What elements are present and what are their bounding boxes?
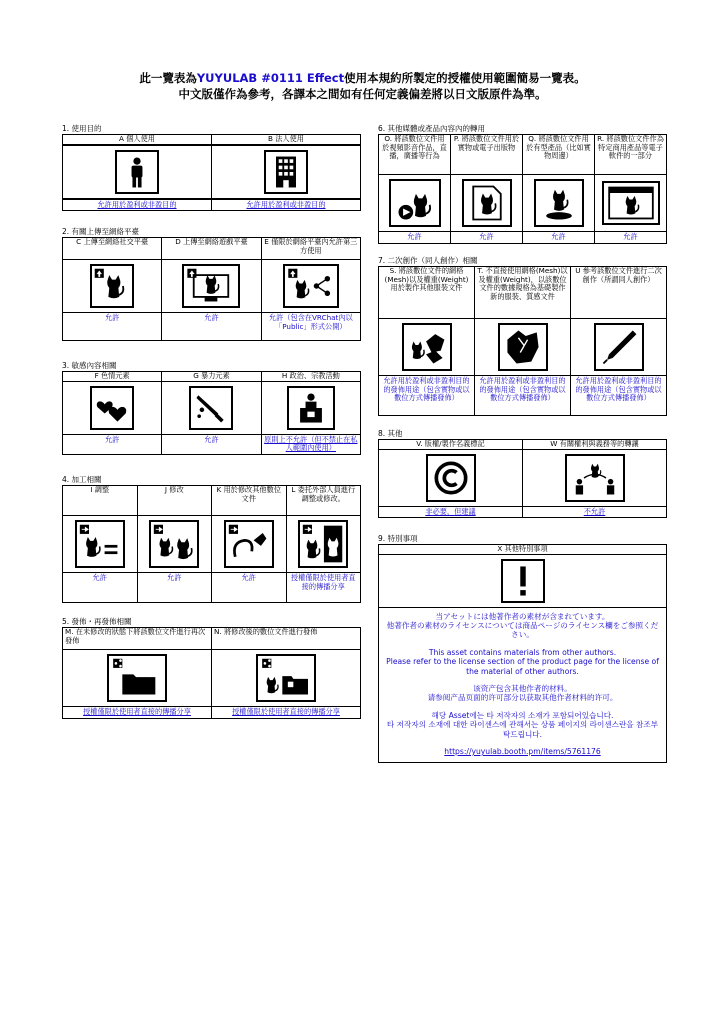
upload-table [62, 237, 361, 341]
section-6-media [378, 124, 667, 244]
copyright-icon [426, 454, 476, 502]
col-g-label: G 暴力元素 [162, 372, 261, 382]
col-i-result: 允許 [63, 573, 138, 603]
col-m-result: 授權僅限於使用者直接的傳播分享 [63, 707, 212, 719]
col-f-result: 允許 [63, 434, 162, 454]
col-u-label: U 參考該數位文件進行二次創作（所謂同人創作） [571, 267, 667, 319]
media-table [378, 134, 667, 244]
col-p-result: 允許 [451, 232, 523, 244]
col-q-result: 允許 [523, 232, 595, 244]
col-w-result: 不允許 [523, 506, 667, 518]
sensitive-table [62, 371, 361, 455]
section-3-sensitive [62, 361, 361, 455]
section-title: 5. 發佈・再發佈相關 [62, 617, 132, 626]
modify-cat-icon [149, 520, 199, 568]
share-folder-cat-icon [107, 654, 167, 702]
col-o-result: 允許 [379, 232, 451, 244]
section-2-upload [62, 227, 361, 341]
processing-table [62, 485, 361, 603]
col-r-result: 允許 [595, 232, 667, 244]
col-k-label: K 用於修改其他數位文件 [212, 486, 287, 516]
figure-cat-icon [534, 179, 584, 227]
section-7-derivative [378, 256, 667, 416]
col-n-label: N. 將修改後的數位文件進行發佈 [212, 628, 361, 650]
section-title: 9. 特別事項 [378, 534, 418, 543]
game-monitor-cat-icon [182, 264, 240, 308]
page-header [0, 70, 725, 102]
distribution-table [62, 627, 361, 719]
derivative-table [378, 266, 667, 416]
video-cat-icon [389, 179, 441, 227]
col-p-label: P. 將該數位文件用於實物或電子出版物 [451, 135, 523, 175]
section-title: 6. 其他媒體或產品內容內的轉用 [378, 124, 486, 133]
outsource-cat-icon [298, 520, 348, 568]
col-q-label: Q. 將該數位文件用於有型產品（比如實物周邊） [523, 135, 595, 175]
col-w-label: W 有關權利與義務等的轉讓 [523, 440, 667, 450]
col-t-label: T. 不直接使用網格(Mesh)以及權重(Weight)，以該數位文件的數據規格為基礎製作新的服裝、質感文件 [475, 267, 571, 319]
header-line-2: 中文版僅作為參考，各譯本之間如有任何定義偏差將以日文版原件為準。 [178, 87, 547, 101]
section-title: 2. 有關上傳至網絡平臺 [62, 227, 140, 236]
section-5-distribution [62, 617, 361, 719]
section-title: 4. 加工相關 [62, 475, 102, 484]
exclamation-icon [501, 559, 545, 603]
knife-blood-icon [189, 386, 233, 430]
col-v-result: 非必要，但建議 [379, 506, 523, 518]
col-j-result: 允許 [137, 573, 212, 603]
adjust-cat-icon [75, 520, 125, 568]
podium-speaker-icon [287, 386, 335, 430]
col-j-label: J 修改 [137, 486, 212, 516]
col-i-label: I 調整 [63, 486, 138, 516]
col-u-result: 允許用於盈利或非盈利目的的發佈用途（包含實物或以數位方式傳播發佈） [571, 376, 667, 416]
section-1-purpose [62, 124, 361, 211]
col-c-label: C 上傳至網絡社交平臺 [63, 238, 162, 260]
section-8-other [378, 429, 667, 518]
header-prefix: 此一覽表為 [139, 71, 197, 85]
note-ja-2: 他著作者の素材のライセンスについては商品ページのライセンス欄をご参照ください。 [386, 621, 659, 640]
document-cat-icon [462, 179, 512, 227]
section-title: 7. 二次創作（同人創作）相關 [378, 256, 478, 265]
col-r-label: R. 將該數位文件作為特定商用產品等電子軟件的一部分 [595, 135, 667, 175]
section-title: 1. 使用目的 [62, 124, 102, 133]
share-modified-cat-icon [256, 654, 316, 702]
col-n-result: 授權僅限於使用者直接的傳播分享 [212, 707, 361, 719]
header-suffix: 使用本規約所製定的授權使用範圍簡易一覽表。 [344, 71, 586, 85]
col-e-result: 允許（包含在VRChat內以「Public」形式公開） [261, 313, 360, 341]
col-h-result: 原則上不允許（但不禁止在私人範圍內使用） [261, 434, 360, 454]
col-x-label: X 其他特別事項 [379, 545, 667, 555]
note-zh-2: 请参阅产品页面的许可部分以获取其他作者材料的许可。 [427, 693, 618, 703]
col-f-label: F 色情元素 [63, 372, 162, 382]
mesh-cat-icon [402, 323, 452, 371]
col-a-label: A 個人使用 [63, 135, 212, 145]
col-b-label: B 法人使用 [212, 135, 361, 145]
upload-cat-icon [90, 264, 134, 308]
col-t-result: 允許用於盈利或非盈利目的的發佈用途（包含實物或以數位方式傳播發佈） [475, 376, 571, 416]
pen-icon [594, 323, 644, 371]
col-l-label: L 委托外部人員進行調整或修改。 [286, 486, 361, 516]
purpose-table [62, 134, 361, 211]
col-a-result: 允許用於盈利或非盈目的 [63, 199, 212, 211]
other-table [378, 439, 667, 518]
col-v-label: V. 版權/製作名義標記 [379, 440, 523, 450]
note-en-2: Please refer to the license section of the product page for the license of the material of other authors. [386, 657, 659, 676]
col-g-result: 允許 [162, 434, 261, 454]
section-9-special [378, 534, 667, 763]
col-k-result: 允許 [212, 573, 287, 603]
col-e-label: E 僅限於網絡平臺內允許第三方使用 [261, 238, 360, 260]
col-c-result: 允許 [63, 313, 162, 341]
tail-transfer-icon [224, 520, 274, 568]
col-l-result: 授權僅限於使用者直接的傳播分享 [286, 573, 361, 603]
brand-name: YUYULAB #0111 Effect [196, 71, 345, 85]
note-en-1: This asset contains materials from other authors. [428, 647, 617, 657]
col-s-result: 允許用於盈利或非盈利目的的發佈用途（包含實物或以數位方式傳播發佈） [379, 376, 475, 416]
product-link[interactable]: https://yuyulab.booth.pm/items/5761176 [444, 747, 601, 757]
note-zh-1: 该资产包含其他作者的材料。 [473, 684, 572, 694]
col-h-label: H 政治、宗教活動 [261, 372, 360, 382]
fabric-icon [498, 323, 548, 371]
note-ko-2: 타 저작자의 소재에 대한 라이센스에 관해서는 상품 페이지의 라이센스란을 참조부탁드립니다. [386, 720, 659, 739]
person-icon [115, 150, 159, 194]
hearts-icon [90, 386, 134, 430]
transfer-rights-icon [565, 454, 625, 502]
section-title: 8. 其他 [378, 429, 403, 438]
special-table [378, 544, 667, 763]
software-cat-icon [602, 181, 660, 225]
note-ja-1: 当アセットには他著作者の素材が含まれています。 [435, 611, 610, 621]
col-d-result: 允許 [162, 313, 261, 341]
share-cat-icon [283, 264, 339, 308]
note-ko-1: 해당 Asset에는 타 저작자의 소재가 포함되어있습니다. [431, 710, 614, 720]
section-4-processing [62, 475, 361, 603]
col-s-label: S. 將該數位文件的網格(Mesh)以及權重(Weight)用於製作其他服裝文件 [379, 267, 475, 319]
col-o-label: O. 將該數位文件用於視頻影音作品，直播，廣播等行為 [379, 135, 451, 175]
building-icon [264, 150, 308, 194]
special-notes [379, 608, 666, 763]
col-d-label: D 上傳至網絡遊戲平臺 [162, 238, 261, 260]
header-line-1 [0, 70, 725, 86]
col-m-label: M. 在未修改的狀態下將該數位文件進行再次發佈 [63, 628, 212, 650]
col-b-result: 允許用於盈利或非盈目的 [212, 199, 361, 211]
section-title: 3. 敏感內容相關 [62, 361, 117, 370]
